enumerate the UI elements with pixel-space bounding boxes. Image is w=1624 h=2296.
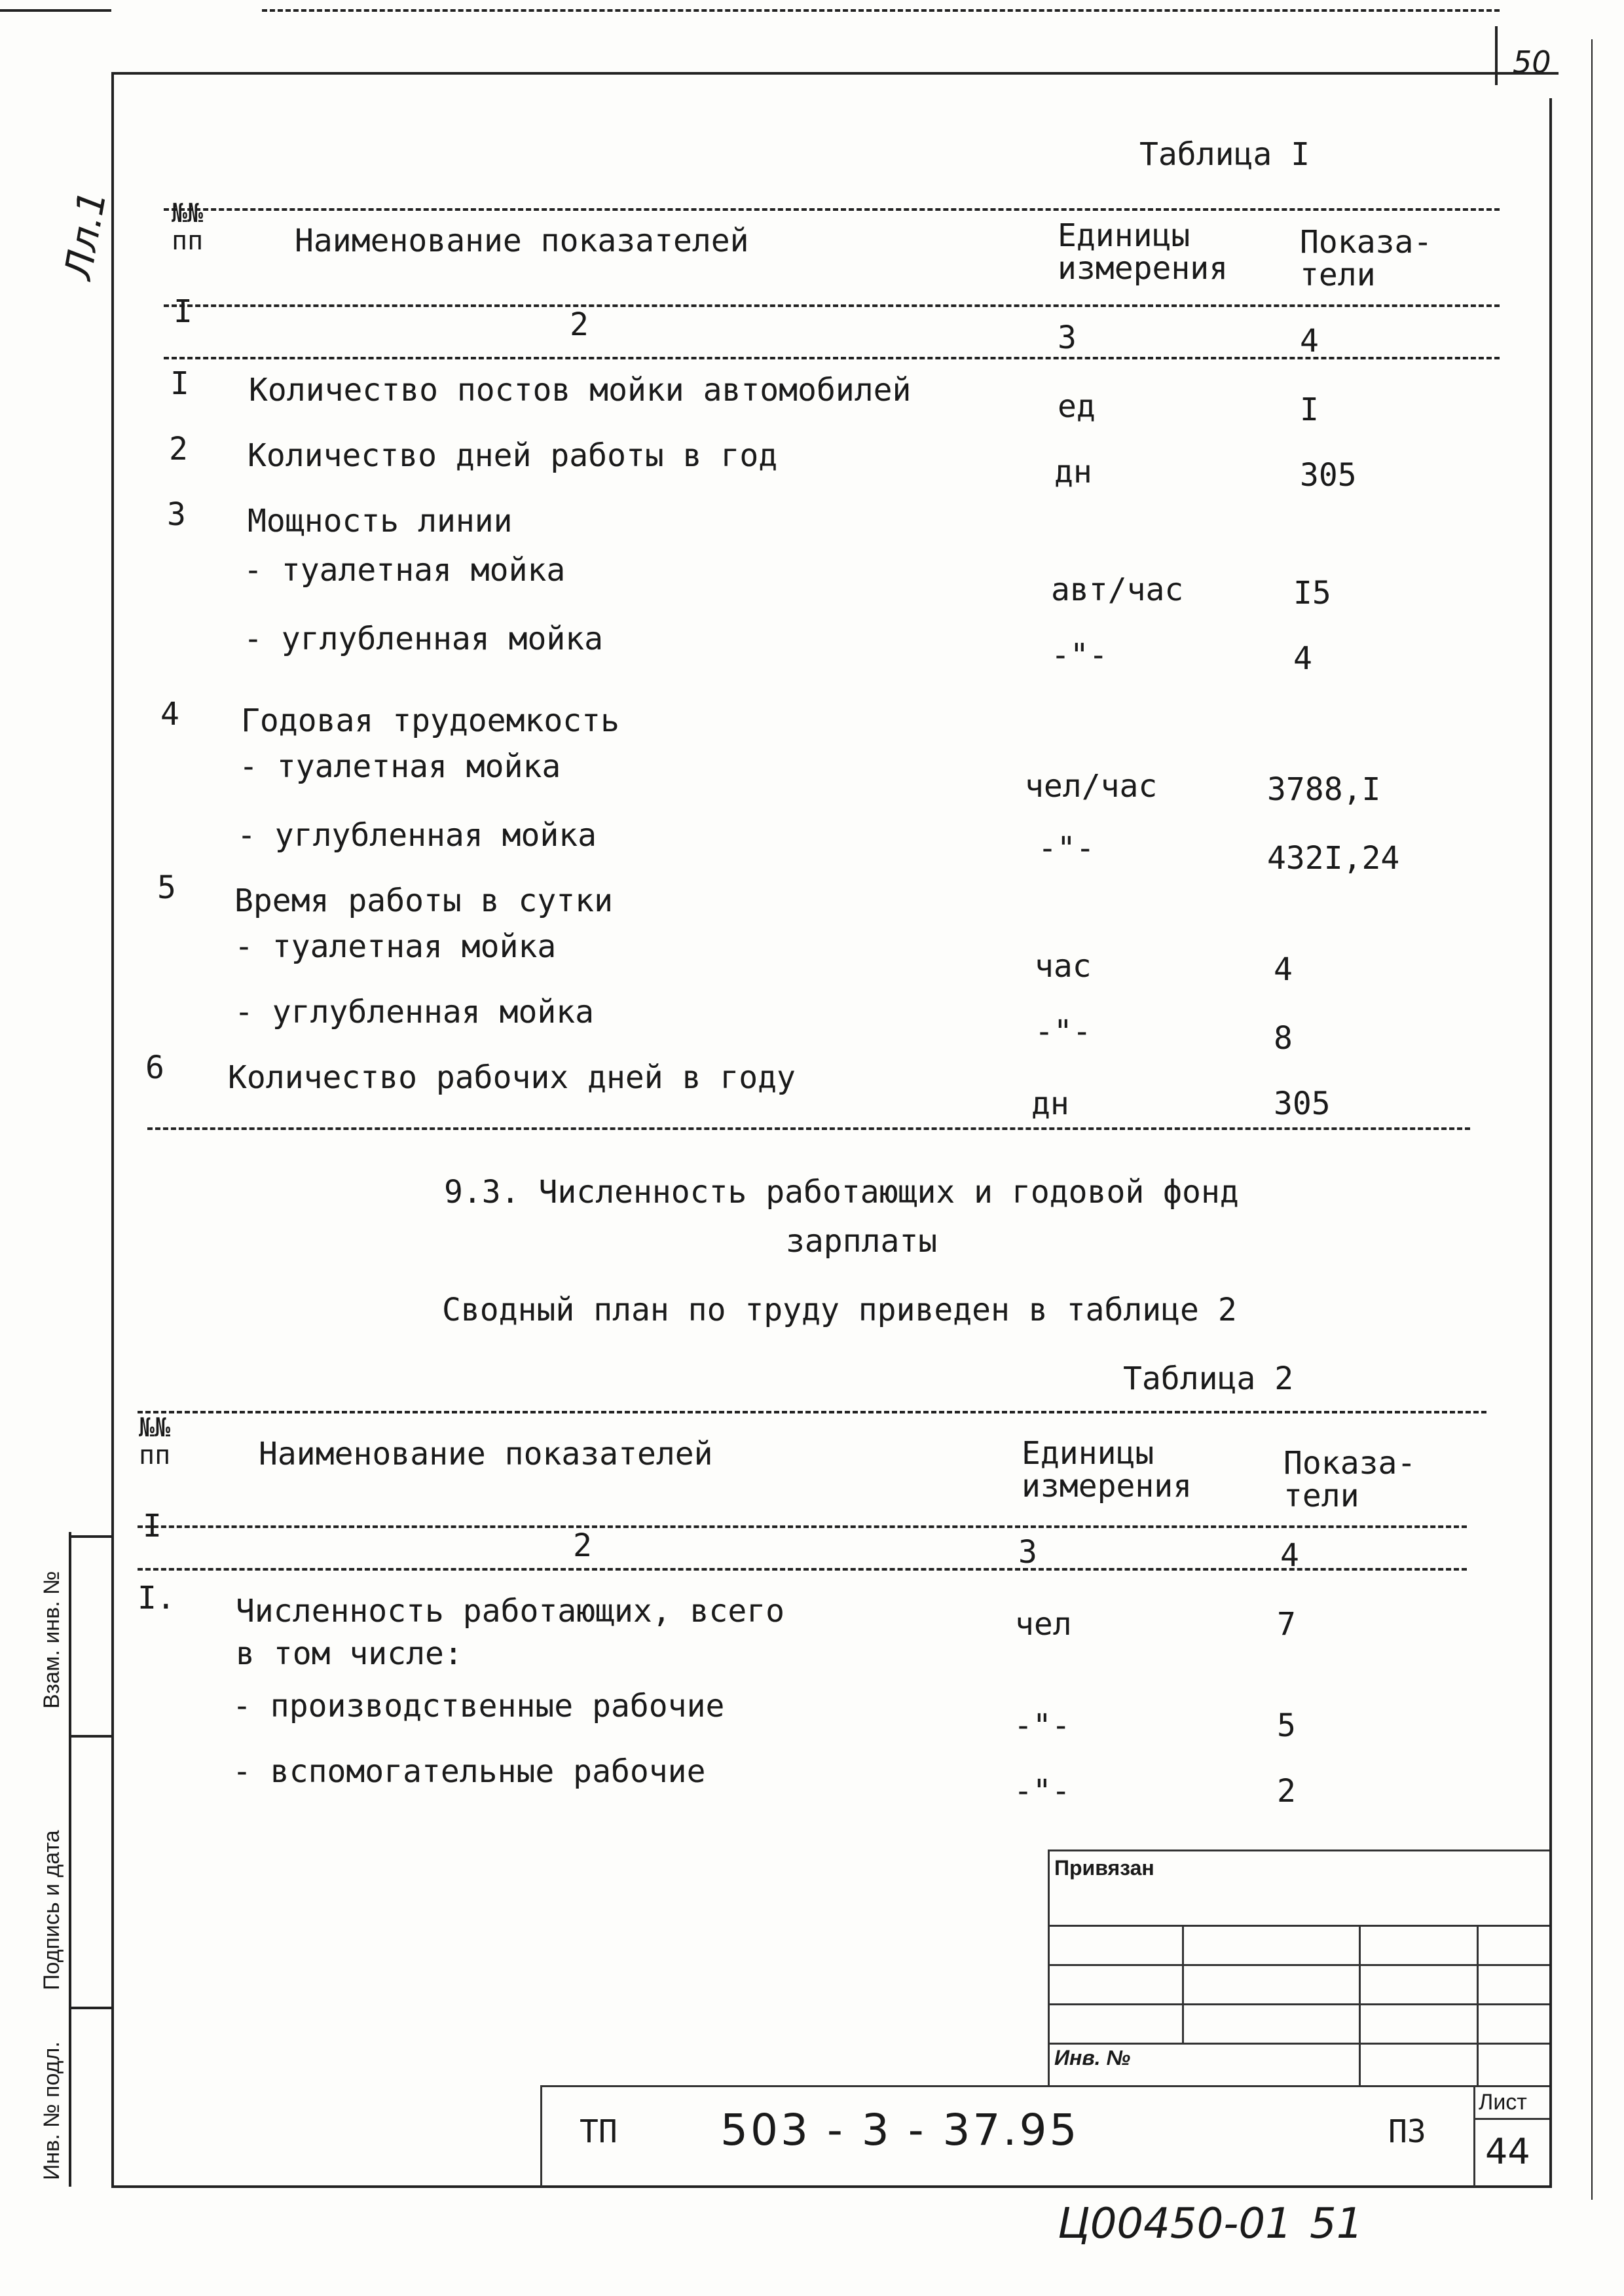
side-inv-podl: Инв. № подл. bbox=[39, 2041, 64, 2180]
side-stamp-rule-1 bbox=[69, 1535, 111, 1538]
top-rule-left bbox=[0, 9, 111, 12]
privyazan-inv-label: Инв. № bbox=[1054, 2046, 1131, 2069]
table2-row-value: 7 bbox=[1277, 1606, 1296, 1643]
table1-header-value: Показа- тели bbox=[1300, 224, 1433, 294]
table1-row-name: - туалетная мойка bbox=[244, 552, 566, 589]
table1-row-value: 4 bbox=[1274, 951, 1293, 988]
table1-row-name: - туалетная мойка bbox=[234, 928, 557, 965]
frame-left bbox=[111, 72, 114, 2187]
frame-bottom bbox=[111, 2185, 1552, 2188]
table1-row-value: 8 bbox=[1274, 1020, 1293, 1057]
table1-row-unit: ед bbox=[1058, 388, 1096, 425]
table1-row-name: Время работы в сутки bbox=[234, 883, 613, 919]
bottom-number: 51 bbox=[1310, 2200, 1363, 2248]
privyazan-col-3 bbox=[1477, 1925, 1479, 2085]
bottom-code: Ц00450-01 bbox=[1058, 2200, 1292, 2248]
table1-row-name: Количество дней работы в год bbox=[248, 437, 778, 474]
section-heading-line2: зарплаты bbox=[786, 1223, 938, 1260]
table2-row-name: - производственные рабочие bbox=[232, 1688, 725, 1724]
title-block-top bbox=[540, 2085, 1549, 2087]
title-block-sheet-divider bbox=[1473, 2085, 1475, 2187]
table1-row-num: 3 bbox=[167, 496, 186, 533]
privyazan-box-top bbox=[1048, 1850, 1549, 1851]
table1-row-num: 6 bbox=[145, 1049, 164, 1086]
table1-row-name: Мощность линии bbox=[248, 503, 513, 539]
table1-row-num: 5 bbox=[157, 869, 176, 906]
title-block-code: 503 - 3 - 37.95 bbox=[720, 2105, 1080, 2155]
table2-title: Таблица 2 bbox=[1123, 1360, 1294, 1397]
margin-note: Лл.1 bbox=[56, 187, 115, 283]
table1-row-name: Годовая трудоемкость bbox=[241, 702, 619, 739]
table2-row-unit: чел bbox=[1015, 1606, 1072, 1643]
table1-row-num: I bbox=[170, 365, 189, 402]
table2-row-name: в том числе: bbox=[236, 1635, 463, 1672]
table2-colnum-rule bbox=[138, 1568, 1467, 1571]
table2-top-rule bbox=[138, 1411, 1486, 1413]
table1-bottom-rule bbox=[147, 1127, 1470, 1130]
table2-header-unit: Единицы измерения bbox=[1022, 1435, 1192, 1505]
table1-row-name: Количество рабочих дней в году bbox=[228, 1059, 796, 1096]
table1-row-value: I5 bbox=[1293, 575, 1331, 611]
privyazan-row-4 bbox=[1048, 2043, 1549, 2045]
table1-row-unit: -"- bbox=[1038, 830, 1095, 867]
side-vzam: Взам. инв. № bbox=[39, 1571, 64, 1709]
table1-row-value: 3788,I bbox=[1267, 771, 1381, 808]
privyazan-col-2 bbox=[1359, 1925, 1361, 2085]
table1-title: Таблица I bbox=[1139, 136, 1310, 173]
table2-row-unit: -"- bbox=[1014, 1707, 1071, 1744]
table1-top-rule bbox=[164, 208, 1500, 211]
table2-header-value: Показа- тели bbox=[1283, 1445, 1416, 1515]
title-block-left bbox=[540, 2085, 542, 2187]
title-block-tp: ТП bbox=[580, 2113, 618, 2150]
privyazan-box-left bbox=[1048, 1850, 1050, 2085]
table1-row-unit: -"- bbox=[1051, 637, 1108, 674]
title-block-sheet-label: Лист bbox=[1479, 2090, 1527, 2115]
table1-row-unit: чел/час bbox=[1025, 768, 1158, 805]
title-block-doc: ПЗ bbox=[1388, 2113, 1426, 2150]
table1-row-value: 305 bbox=[1274, 1085, 1331, 1122]
table1-row-name: - углубленная мойка bbox=[234, 994, 595, 1030]
table1-header-unit: Единицы измерения bbox=[1058, 217, 1228, 287]
table1-row-unit: дн bbox=[1054, 454, 1092, 490]
table1-row-name: - углубленная мойка bbox=[244, 621, 604, 657]
table2-row-value: 2 bbox=[1277, 1773, 1296, 1810]
privyazan-label: Привязан bbox=[1054, 1856, 1154, 1880]
table2-colnum-2: 2 bbox=[573, 1527, 592, 1564]
table1-row-unit: дн bbox=[1031, 1085, 1069, 1122]
privyazan-row-1 bbox=[1048, 1925, 1549, 1927]
table2-header-rule bbox=[138, 1525, 1467, 1528]
table1-colnum-2: 2 bbox=[570, 306, 589, 343]
table1-header-rule bbox=[164, 304, 1500, 307]
table1-colnum-1: I bbox=[174, 293, 193, 330]
table2-colnum-1: I bbox=[143, 1508, 162, 1544]
table1-header-name: Наименование показателей bbox=[295, 223, 749, 259]
table1-row-name: - углубленная мойка bbox=[237, 817, 597, 854]
frame-top bbox=[111, 72, 1559, 75]
top-rule bbox=[262, 9, 1500, 12]
table1-row-value: 432I,24 bbox=[1267, 840, 1400, 877]
page-number-box-left bbox=[1495, 26, 1498, 85]
table2-row-name: - вспомогательные рабочие bbox=[232, 1753, 706, 1790]
table2-colnum-4: 4 bbox=[1280, 1537, 1299, 1574]
section-intro: Сводный план по труду приведен в таблице 2 bbox=[442, 1292, 1237, 1328]
table2-row-value: 5 bbox=[1277, 1707, 1296, 1744]
side-stamp-rule-2 bbox=[69, 1735, 111, 1738]
table1-row-num: 4 bbox=[160, 696, 179, 733]
table1-colnum-3: 3 bbox=[1058, 319, 1077, 356]
table2-colnum-3: 3 bbox=[1018, 1534, 1037, 1571]
table2-header-name: Наименование показателей bbox=[259, 1436, 713, 1472]
privyazan-col-1 bbox=[1182, 1925, 1184, 2043]
table1-row-unit: -"- bbox=[1035, 1013, 1092, 1050]
table1-colnum-rule bbox=[164, 357, 1500, 359]
table1-row-name: Количество постов мойки автомобилей bbox=[249, 372, 912, 409]
table2-row-num: I. bbox=[138, 1580, 175, 1616]
table1-row-value: 4 bbox=[1293, 640, 1312, 677]
title-block-sheet-rule bbox=[1473, 2118, 1549, 2120]
title-block-sheet-number: 44 bbox=[1485, 2131, 1530, 2172]
table1-row-unit: час bbox=[1035, 948, 1092, 985]
frame-right bbox=[1549, 98, 1552, 2187]
table1-row-value: 305 bbox=[1300, 457, 1357, 494]
privyazan-row-3 bbox=[1048, 2003, 1549, 2005]
table1-row-name: - туалетная мойка bbox=[239, 748, 561, 785]
table2-row-unit: -"- bbox=[1014, 1773, 1071, 1810]
section-heading-line1: 9.3. Численность работающих и годовой фонд bbox=[444, 1174, 1239, 1211]
table1-header-num: №№ пп bbox=[172, 198, 204, 256]
table1-row-num: 2 bbox=[169, 431, 188, 467]
page-number: 50 bbox=[1513, 45, 1551, 80]
privyazan-row-2 bbox=[1048, 1964, 1549, 1966]
table1-row-unit: авт/час bbox=[1051, 572, 1184, 608]
side-stamp-divider bbox=[69, 1532, 71, 2187]
table1-colnum-4: 4 bbox=[1300, 323, 1319, 359]
side-podpis: Подпись и дата bbox=[39, 1830, 64, 1990]
table2-header-num: №№ пп bbox=[139, 1413, 171, 1470]
table2-row-name: Численность работающих, всего bbox=[236, 1593, 785, 1630]
table1-row-value: I bbox=[1300, 392, 1319, 428]
outer-edge-line bbox=[1591, 39, 1593, 2200]
side-stamp-rule-3 bbox=[69, 2007, 111, 2009]
